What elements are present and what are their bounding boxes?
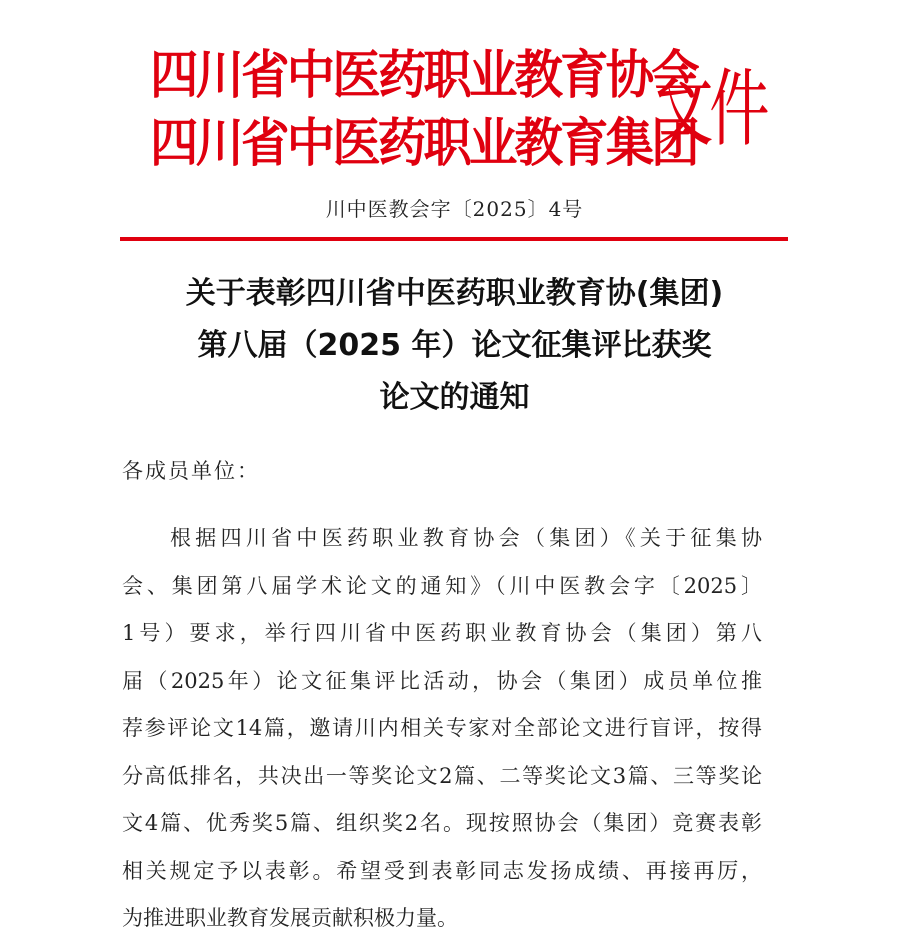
title-line-2: 第八届（2025 年）论文征集评比获奖 (197, 328, 712, 363)
body-line: 根据四川省中医药职业教育协会（集团）《关于征集协 (170, 526, 762, 550)
body-line: 荐参评论文14篇，邀请川内相关专家对全部论文进行盲评，按得 (122, 716, 762, 740)
salutation: 各成员单位： (122, 459, 260, 483)
body-line: 分高低排名，共决出一等奖论文2篇、二等奖论文3篇、三等奖论 (122, 763, 762, 788)
red-divider (120, 237, 788, 241)
document-type-suffix: 文件 (653, 60, 766, 158)
notice-title (0, 268, 909, 424)
issuer-line-2: 四川省中医药职业教育集团 (150, 114, 697, 174)
body-line: 为推进职业教育发展贡献积极力量。 (122, 906, 458, 930)
document-header (150, 44, 770, 194)
body-line: 会、集团第八届学术论文的通知》（川中医教会字〔2025〕 (122, 573, 762, 598)
body-line: 届（2025年）论文征集评比活动，协会（集团）成员单位推 (122, 668, 762, 693)
body-line: 相关规定予以表彰。希望受到表彰同志发扬成绩、再接再厉， (122, 858, 762, 883)
issuer-line-1: 四川省中医药职业教育协会 (150, 46, 697, 106)
document-number: 川中医教会字〔2025〕4号 (325, 197, 584, 221)
body-paragraph (122, 515, 762, 943)
title-line-3: 论文的通知 (379, 380, 530, 415)
body-line: 文4篇、优秀奖5篇、组织奖2名。现按照协会（集团）竞赛表彰 (122, 811, 762, 835)
body-line: 1号）要求，举行四川省中医药职业教育协会（集团）第八 (122, 621, 762, 645)
title-line-1: 关于表彰四川省中医药职业教育协(集团) (185, 276, 724, 311)
